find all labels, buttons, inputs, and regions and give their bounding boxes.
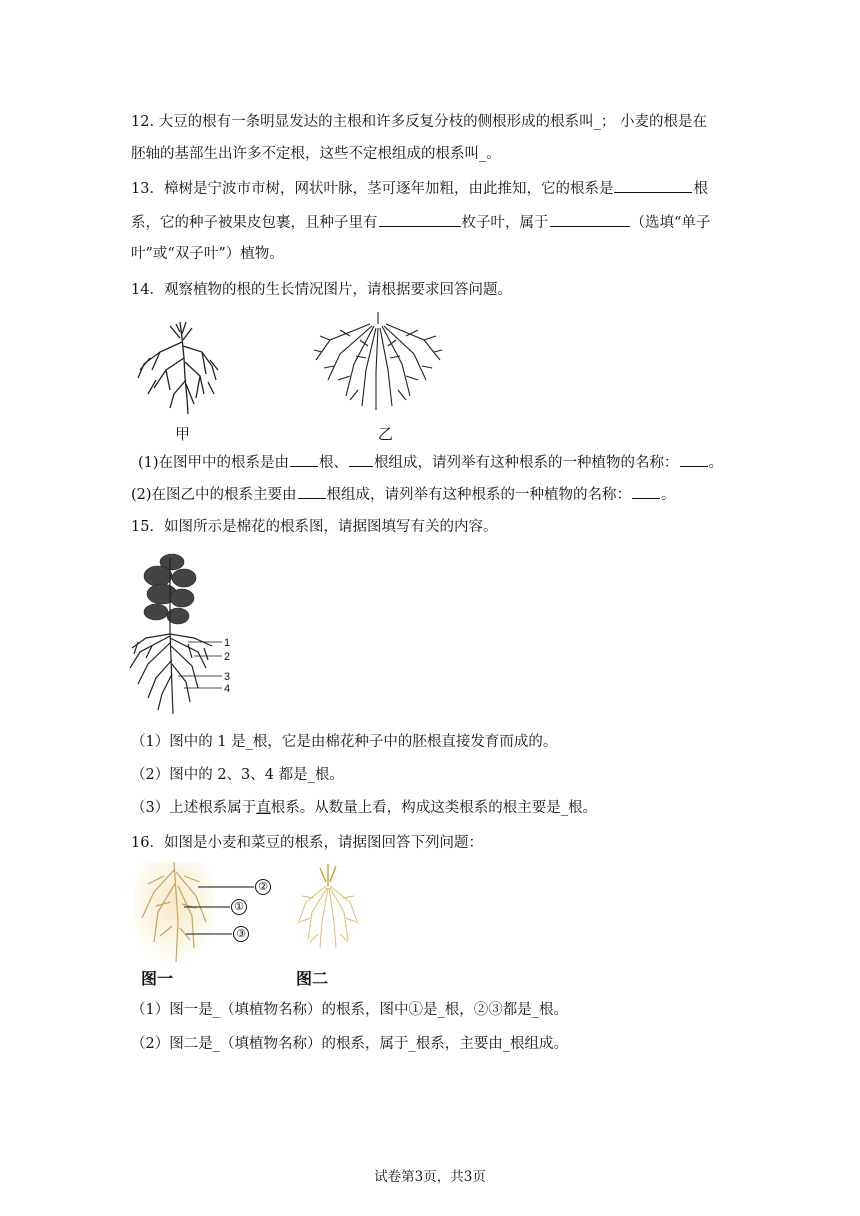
q13-text: 枚子叶，属于 (461, 215, 549, 231)
q14-sub2-text: 根组成，请列举有这种根系的一种植物的名称： (326, 487, 632, 503)
answer-blank (349, 452, 373, 467)
q12-line1: 12. 大豆的根有一条明显发达的主根和许多反复分枝的侧根形成的根系叫_； 小麦的根是在 (131, 114, 708, 130)
q15-sub3-text: 根系。从数量上看，构成这类根系的根主要是_根。 (270, 800, 597, 816)
q14-sub2-text: (2)在图乙中的根系主要由 (131, 487, 297, 503)
label-3: 3 (224, 671, 231, 683)
cotton-root-figure (128, 548, 240, 716)
label-2-circled: ② (258, 880, 268, 893)
taproot-system-figure (130, 318, 220, 418)
answer-blank (614, 178, 692, 193)
bean-root-figure (292, 862, 364, 954)
answer-blank (550, 212, 630, 227)
label-1-circled: ① (234, 900, 244, 913)
answer-blank (379, 212, 461, 227)
caption-figure-1: 图一 (141, 969, 174, 988)
q14-sub1-text: 根组成，请列举有这种根系的一种植物的名称： (374, 455, 679, 471)
answer-blank (632, 484, 660, 499)
fibrous-root-system-figure (310, 310, 445, 414)
caption-jia: 甲 (175, 425, 191, 443)
q16-title: 16．如图是小麦和菜豆的根系，请据图回答下列问题： (131, 835, 483, 851)
q14-sub2-text: 。 (661, 487, 676, 503)
q14-sub1-text: (1)在图甲中的根系是由 (138, 455, 290, 471)
q15-sub2: （2）图中的 2、3、4 都是_根。 (131, 767, 344, 783)
page-footer: 试卷第3页，共3页 (374, 1169, 486, 1185)
q16-sub2: （2）图二是_（填植物名称）的根系，属于_根系，主要由_根组成。 (131, 1036, 568, 1052)
answer-blank (298, 484, 326, 499)
q16-sub1: （1）图一是_（填植物名称）的根系，图中①是_根，②③都是_根。 (131, 1002, 568, 1018)
caption-figure-2: 图二 (296, 969, 329, 988)
q14-sub1-text: 。 (708, 455, 724, 471)
q14-sub1 (138, 452, 738, 473)
label-1: 1 (224, 637, 231, 649)
q14-sub1-text: 根、 (319, 455, 349, 471)
answer-blank (290, 452, 318, 467)
q15-sub3-text: （3）上述根系属于 (131, 800, 257, 816)
label-4: 4 (224, 683, 231, 695)
q14-sub2 (131, 484, 731, 505)
q14-title: 14．观察植物的根的生长情况图片，请根据要求回答问题。 (131, 282, 512, 298)
caption-yi: 乙 (378, 425, 394, 443)
answer-blank (680, 452, 708, 467)
q13-line1 (131, 178, 731, 199)
q15-sub3-underlined: 直 (256, 800, 271, 816)
q13-line3: 叶”或“双子叶”）植物。 (131, 246, 284, 262)
q12-line2: 胚轴的基部生出许多不定根，这些不定根组成的根系叫_。 (131, 146, 501, 162)
q15-title: 15．如图所示是棉花的根系图，请据图填写有关的内容。 (131, 519, 498, 535)
label-3-circled: ③ (236, 927, 246, 940)
q13-text: （选填“单子 (630, 215, 711, 231)
q13-text: 系，它的种子被果皮包裹，且种子里有 (131, 215, 378, 231)
q15-sub1: （1）图中的 1 是_根，它是由棉花种子中的胚根直接发育而成的。 (131, 734, 558, 750)
label-2: 2 (224, 651, 231, 663)
q13-line2 (131, 212, 731, 233)
q15-sub3 (131, 798, 731, 818)
q13-text: 13．樟树是宁波市市树，网状叶脉，茎可逐年加粗，由此推知，它的根系是 (131, 181, 614, 197)
q13-text: 根 (693, 181, 708, 197)
